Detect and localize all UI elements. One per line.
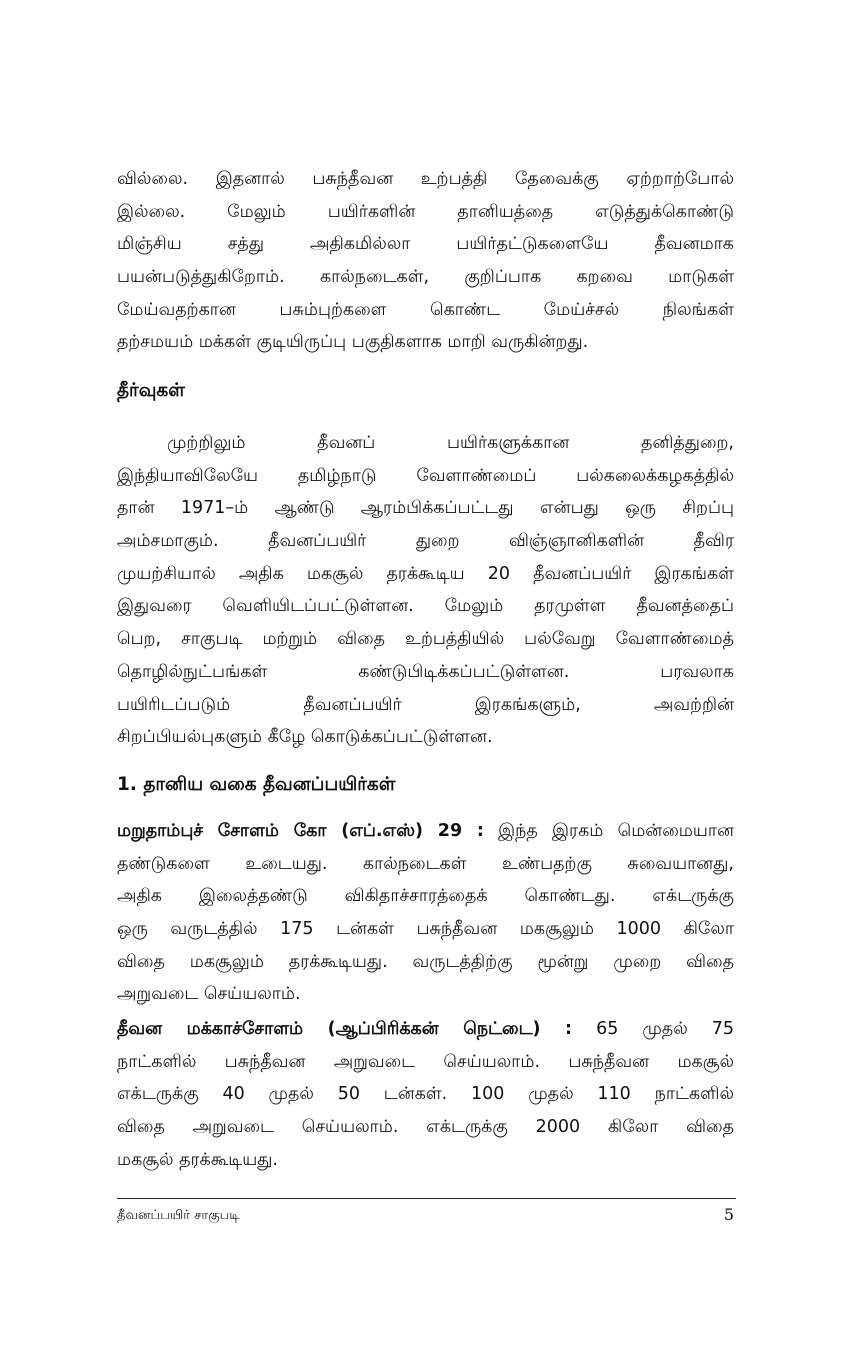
text-line: முற்றிலும் தீவனப் பயிர்களுக்கான தனித்துறை,: [167, 433, 734, 453]
text-line: மேய்வதற்கான பசும்புற்களை கொண்ட மேய்ச்சல் நிலங்கள்: [117, 299, 734, 320]
text-line: அம்சமாகும். தீவனப்பயிர் துறை விஞ்ஞானிகளின் தீவிர: [117, 531, 734, 552]
section-heading-cereal-fodder: 1. தானிய வகை தீவனப்பயிர்கள்: [117, 774, 396, 795]
text-line: தற்சமயம் மக்கள் குடியிருப்பு பகுதிகளாக மாறி வருகின்றது.: [117, 332, 589, 353]
footer-book-title: தீவனப்பயிர் சாகுபடி: [117, 1208, 240, 1223]
text-line: சிறப்பியல்புகளும் கீழே கொடுக்கப்பட்டுள்ளன.: [117, 727, 493, 748]
text-line: இல்லை. மேலும் பயிர்களின் தானியத்தை எடுத்துக்கொண்டு: [117, 201, 734, 222]
paragraph-intro: [117, 163, 734, 359]
text-line: இந்தியாவிலேயே தமிழ்நாடு வேளாண்மைப் பல்கலைக்கழகத்தில்: [117, 465, 734, 486]
text-line: வில்லை. இதனால் பசுந்தீவன உற்பத்தி தேவைக்கு ஏற்றாற்போல்: [117, 169, 734, 189]
text-line: எக்டருக்கு 40 முதல் 50 டன்கள். 100 முதல் 110 நாட்களில்: [117, 1084, 734, 1105]
page-number: 5: [723, 1205, 734, 1224]
footer-divider: [117, 1198, 736, 1199]
text-line: மிஞ்சிய சத்து அதிகமில்லா பயிர்தட்டுகளையே தீவனமாக: [117, 234, 734, 255]
text-line: தொழில்நுட்பங்கள் கண்டுபிடிக்கப்பட்டுள்ளன. பரவலாக: [117, 661, 734, 682]
text-fragment: இந்த இரகம் மென்மையான: [483, 821, 735, 841]
text-line: பெற, சாகுபடி மற்றும் விதை உற்பத்தியில் பல்வேறு வேளாண்மைத்: [117, 629, 734, 650]
section-heading-solutions: தீர்வுகள்: [117, 380, 185, 401]
text-line: அறுவடை செய்யலாம்.: [117, 984, 301, 1005]
text-line: [117, 815, 734, 848]
variety-name: மறுதாம்புச் சோளம் கோ (எப்.எஸ்) 29 :: [117, 821, 484, 841]
text-line: மகசூல் தரக்கூடியது.: [117, 1149, 278, 1170]
text-line: ஒரு வருடத்தில் 175 டன்கள் பசுந்தீவன மகசூலும் 1000 கிலோ: [117, 919, 734, 940]
text-line: இதுவரை வெளியிடப்பட்டுள்ளன. மேலும் தரமுள்ள தீவனத்தைப்: [117, 596, 734, 617]
text-line: நாட்களில் பசுந்தீவன அறுவடை செய்யலாம். பசுந்தீவன மகசூல்: [117, 1051, 734, 1072]
text-line: பயிரிடப்படும் தீவனப்பயிர் இரகங்களும், அவற்றின்: [117, 694, 734, 715]
paragraph-solutions: [117, 427, 734, 754]
text-line: விதை மகசூலும் தரக்கூடியது. வருடத்திற்கு மூன்று முறை விதை: [117, 951, 734, 972]
paragraph-maize: [117, 1013, 734, 1176]
text-line: விதை அறுவடை செய்யலாம். எக்டருக்கு 2000 கிலோ விதை: [117, 1117, 734, 1138]
variety-name: தீவன மக்காச்சோளம் (ஆப்பிரிக்கன் நெட்டை) :: [117, 1019, 573, 1039]
text-line: தண்டுகளை உடையது. கால்நடைகள் உண்பதற்கு சுவையானது,: [117, 853, 734, 874]
text-fragment: 65 முதல் 75: [572, 1019, 734, 1039]
text-line: பயன்படுத்துகிறோம். கால்நடைகள், குறிப்பாக கறவை மாடுகள்: [117, 267, 734, 288]
text-line: அதிக இலைத்தண்டு விகிதாச்சாரத்தைக் கொண்டது. எக்டருக்கு: [117, 886, 734, 907]
paragraph-sorghum: [117, 815, 734, 1011]
text-line: தான் 1971–ம் ஆண்டு ஆரம்பிக்கப்பட்டது என்பது ஒரு சிறப்பு: [117, 498, 734, 519]
text-line: [117, 1013, 734, 1046]
text-line: முயற்சியால் அதிக மகசூல் தரக்கூடிய 20 தீவனப்பயிர் இரகங்கள்: [117, 563, 734, 584]
